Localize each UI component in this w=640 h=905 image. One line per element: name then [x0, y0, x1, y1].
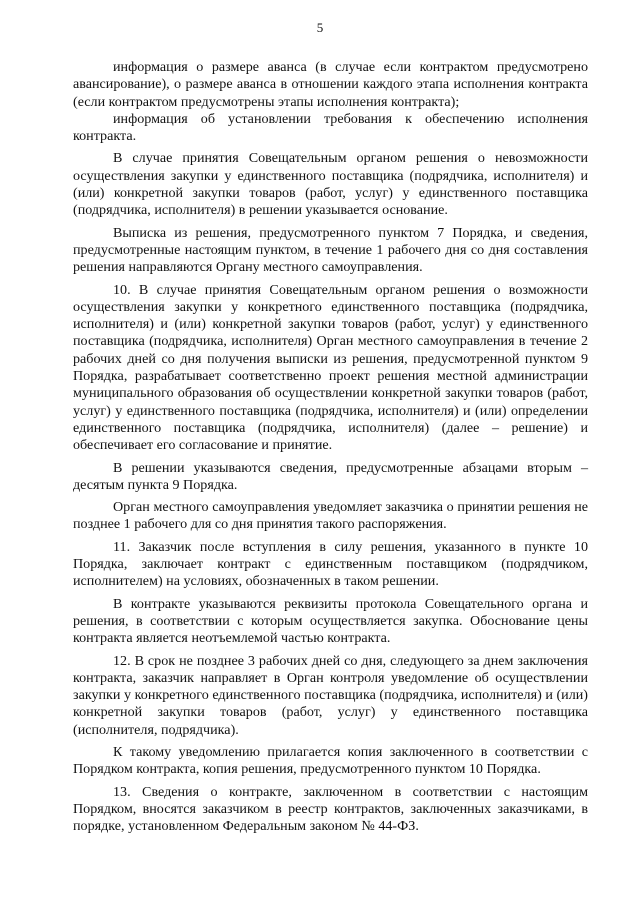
- paragraph: В решении указываются сведения, предусмотренные абзацами вторым – десятым пункта 9 Порядка.: [73, 459, 588, 493]
- paragraph: Выписка из решения, предусмотренного пунктом 7 Порядка, и сведения, предусмотренные настоящим пунктом, в течение 1 рабочего дня со дня составления решения направляются Органу местного самоуправления.: [73, 224, 588, 276]
- paragraph: информация об установлении требования к обеспечению исполнения контракта.: [73, 110, 588, 145]
- paragraph: информация о размере аванса (в случае если контрактом предусмотрено авансирование), о размере аванса в отношении каждого этапа исполнения контракта (если контрактом предусмотрены этапы исполнения контракта);: [73, 59, 588, 110]
- paragraph: 11. Заказчик после вступления в силу решения, указанного в пункте 10 Порядка, заключает контракт с единственным поставщиком (подрядчиком, исполнителем) на условиях, обозначенных в таком решении.: [73, 538, 588, 590]
- page-number: 5: [316, 20, 324, 35]
- document-body: [73, 59, 588, 835]
- paragraph: 13. Сведения о контракте, заключенном в соответствии с настоящим Порядком, вносятся заказчиком в реестр контрактов, заключенных заказчиками, в порядке, установленном Федеральным законом № 44-ФЗ.: [73, 783, 588, 835]
- paragraph: В случае принятия Совещательным органом решения о невозможности осуществления закупки у единственного поставщика (подрядчика, исполнителя) и (или) конкретной закупки товаров (работ, услуг) у единственного поставщика (подрядчика, исполнителя) в решении указывается основание.: [73, 150, 588, 219]
- paragraph: 10. В случае принятия Совещательным органом решения о возможности осуществления закупки у конкретного единственного поставщика (подрядчика, исполнителя) и (или) конкретной закупки товаров (работ, услуг) у единственного поставщика (подрядчика, исполнителя) Орган местного самоуправления в течение 2 рабочих дней со дня получения выписки из решения, предусмотренной пунктом 9 Порядка, разрабатывает соответственно проект решения местной администрации муниципального образования об осуществлении конкретной закупки товаров (работ, услуг) у единственного поставщика (подрядчика, исполнителя) и (или) определении единственного поставщика (подрядчика, исполнителя) (далее – решение) и обеспечивает его согласование и принятие.: [73, 281, 588, 454]
- paragraph: К такому уведомлению прилагается копия заключенного в соответствии с Порядком контракта, копия решения, предусмотренного пунктом 10 Порядка.: [73, 743, 588, 778]
- paragraph: В контракте указываются реквизиты протокола Совещательного органа и решения, в соответствии с которым осуществляется закупка. Обоснование цены контракта является неотъемлемой частью контракта.: [73, 595, 588, 647]
- paragraph: Орган местного самоуправления уведомляет заказчика о принятии решения не позднее 1 рабочего для со дня принятия такого распоряжения.: [73, 499, 588, 533]
- paragraph: 12. В срок не позднее 3 рабочих дней со дня, следующего за днем заключения контракта, заказчик направляет в Орган контроля уведомление об осуществлении закупки у конкретного единственного поставщика (подрядчика, исполнителя) и (или) конкретной закупки товаров (работ, услуг) у единственного поставщика (исполнителя, подрядчика).: [73, 652, 588, 738]
